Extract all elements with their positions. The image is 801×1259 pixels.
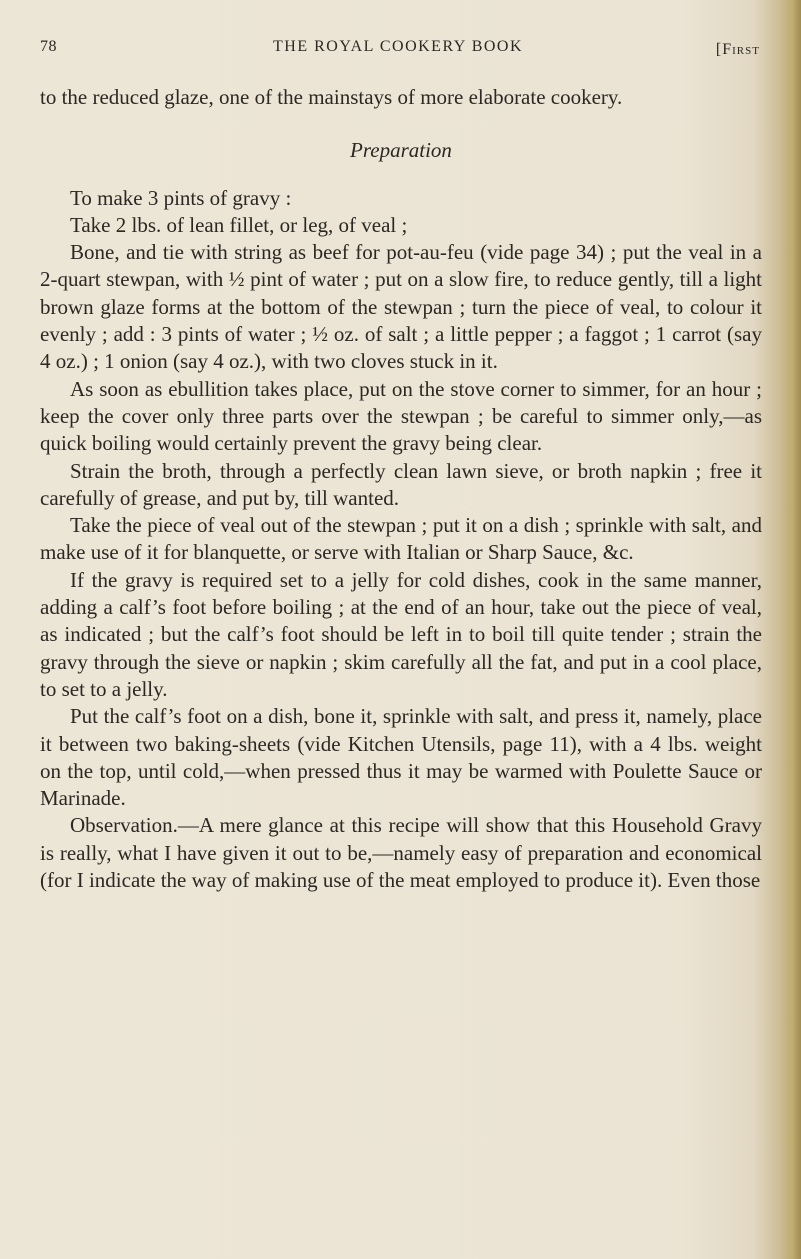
paragraph: Strain the broth, through a perfectly clean lawn sieve, or broth napkin ; free it carefully of grease, and put by, till wanted. <box>40 458 762 510</box>
section-heading: Preparation <box>350 138 452 163</box>
paragraph: Bone, and tie with string as beef for pot-au-feu (vide page 34) ; put the veal in a 2-quart stewpan, with ½ pint of water ; put on a slow fire, to reduce gently, till a light brown glaze forms at the bottom of the stewpan ; turn the piece of veal, to colour it evenly ; add : 3 pints of water ; ½ oz. of salt ; a little pepper ; a faggot ; 1 carrot (say 4 oz.) ; 1 onion (say 4 oz.), with two cloves stuck in it. <box>40 240 762 374</box>
running-title: THE ROYAL COOKERY BOOK <box>273 38 524 55</box>
paragraph: If the gravy is required set to a jelly for cold dishes, cook in the same manner, adding a calf’s foot before boiling ; at the end of an hour, take out the piece of veal, as indicated ; but the calf’s foot should be left in to boil till quite tender ; strain the gravy through the sieve or napkin ; skim carefully all the fat, and put in a cool place, to set to a jelly. <box>40 567 762 701</box>
paragraph: To make 3 pints of gravy : <box>70 185 292 210</box>
paragraph-observation: Observation.—A mere glance at this recipe will show that this Household Gravy is really, what I have given it out to be,—namely easy of preparation and economical (for I indicate the way of making use of the meat employed to produce it). Even those <box>40 813 762 893</box>
page-body <box>40 84 762 894</box>
section-label: [First <box>715 41 760 58</box>
paragraph: Take the piece of veal out of the stewpan ; put it on a dish ; sprinkle with salt, and make use of it for blanquette, or serve with Italian or Sharp Sauce, &c. <box>40 513 762 565</box>
paragraph: Take 2 lbs. of lean fillet, or leg, of veal ; <box>70 212 408 237</box>
paragraph: As soon as ebullition takes place, put on the stove corner to simmer, for an hour ; keep the cover only three parts over the stewpan ; be careful to simmer only,—as quick boiling would certainly prevent the gravy being clear. <box>40 376 762 456</box>
running-header <box>40 38 760 62</box>
page-edge-shadow <box>779 0 801 1259</box>
paragraph-continuation: to the reduced glaze, one of the mainstays of more elaborate cookery. <box>40 85 623 109</box>
page-number: 78 <box>40 38 57 55</box>
paragraph: Put the calf’s foot on a dish, bone it, sprinkle with salt, and press it, namely, place it between two baking-sheets (vide Kitchen Utensils, page 11), with a 4 lbs. weight on the top, until cold,—when pressed thus it may be warmed with Poulette Sauce or Marinade. <box>40 704 762 811</box>
